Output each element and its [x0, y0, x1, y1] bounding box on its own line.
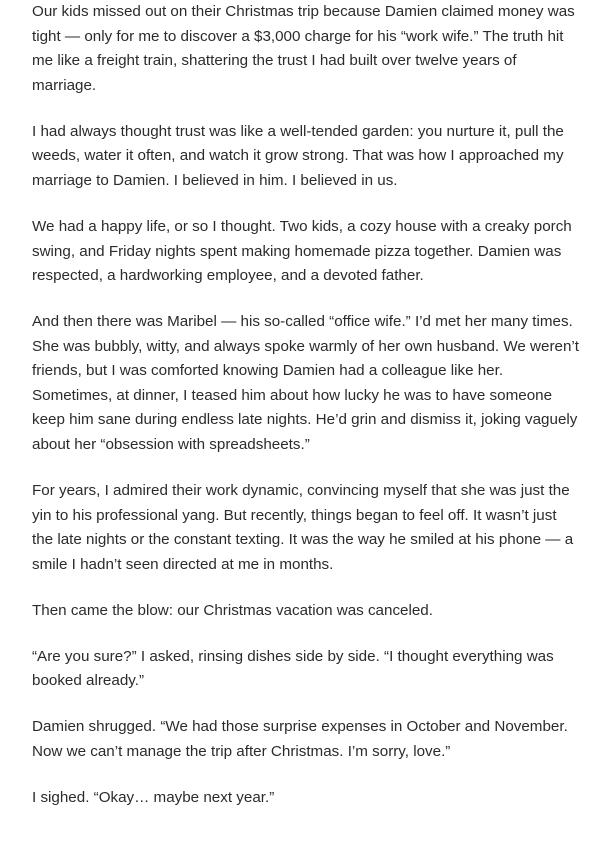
article-paragraph-5: For years, I admired their work dynamic, convincing myself that she was just the yin to his professional yang. But recently, things began to feel off. It wasn’t just the late nights or the constant texting. It was the way he smiled at his phone — a smile I hadn’t seen directed at me in months. — [32, 482, 574, 573]
article-paragraph-3: We had a happy life, or so I thought. Two kids, a cozy house with a creaky porch swing, and Friday nights spent making homemade pizza together. Damien was respected, a hardworking employee, and a devoted father. — [32, 217, 572, 285]
article-paragraph-6: Then came the blow: our Christmas vacation was canceled. — [32, 601, 433, 619]
article-paragraph-7: “Are you sure?” I asked, rinsing dishes side by side. “I thought everything was booked already.” — [32, 647, 554, 690]
article-paragraph-8: Damien shrugged. “We had those surprise expenses in October and November. Now we can’t manage the trip after Christmas. I’m sorry, love.” — [32, 718, 568, 760]
article-paragraph-4: And then there was Maribel — his so-called “office wife.” I’d met her many times. She was bubbly, witty, and always spoke warmly of her own husband. We weren’t friends, but I was comforted knowing Damien had a colleague like her. Sometimes, at dinner, I teased him about how lucky he was to have someone keep him sane during endless late nights. He’d grin and dismiss it, joking vaguely about her “obsession with spreadsheets.” — [32, 313, 580, 454]
article-paragraph-2: I had always thought trust was like a well-tended garden: you nurture it, pull the weeds, water it often, and watch it grow strong. That was how I approached my marriage to Damien. I believed in him. I believed in us. — [32, 122, 564, 189]
article-paragraph-1: Our kids missed out on their Christmas trip because Damien claimed money was tight — only for me to discover a $3,000 charge for his “work wife.” The truth hit me like a freight train, shattering the trust I had built over twelve years of marriage. — [32, 3, 575, 94]
article-paragraph-9: I sighed. “Okay… maybe next year.” — [32, 788, 275, 806]
